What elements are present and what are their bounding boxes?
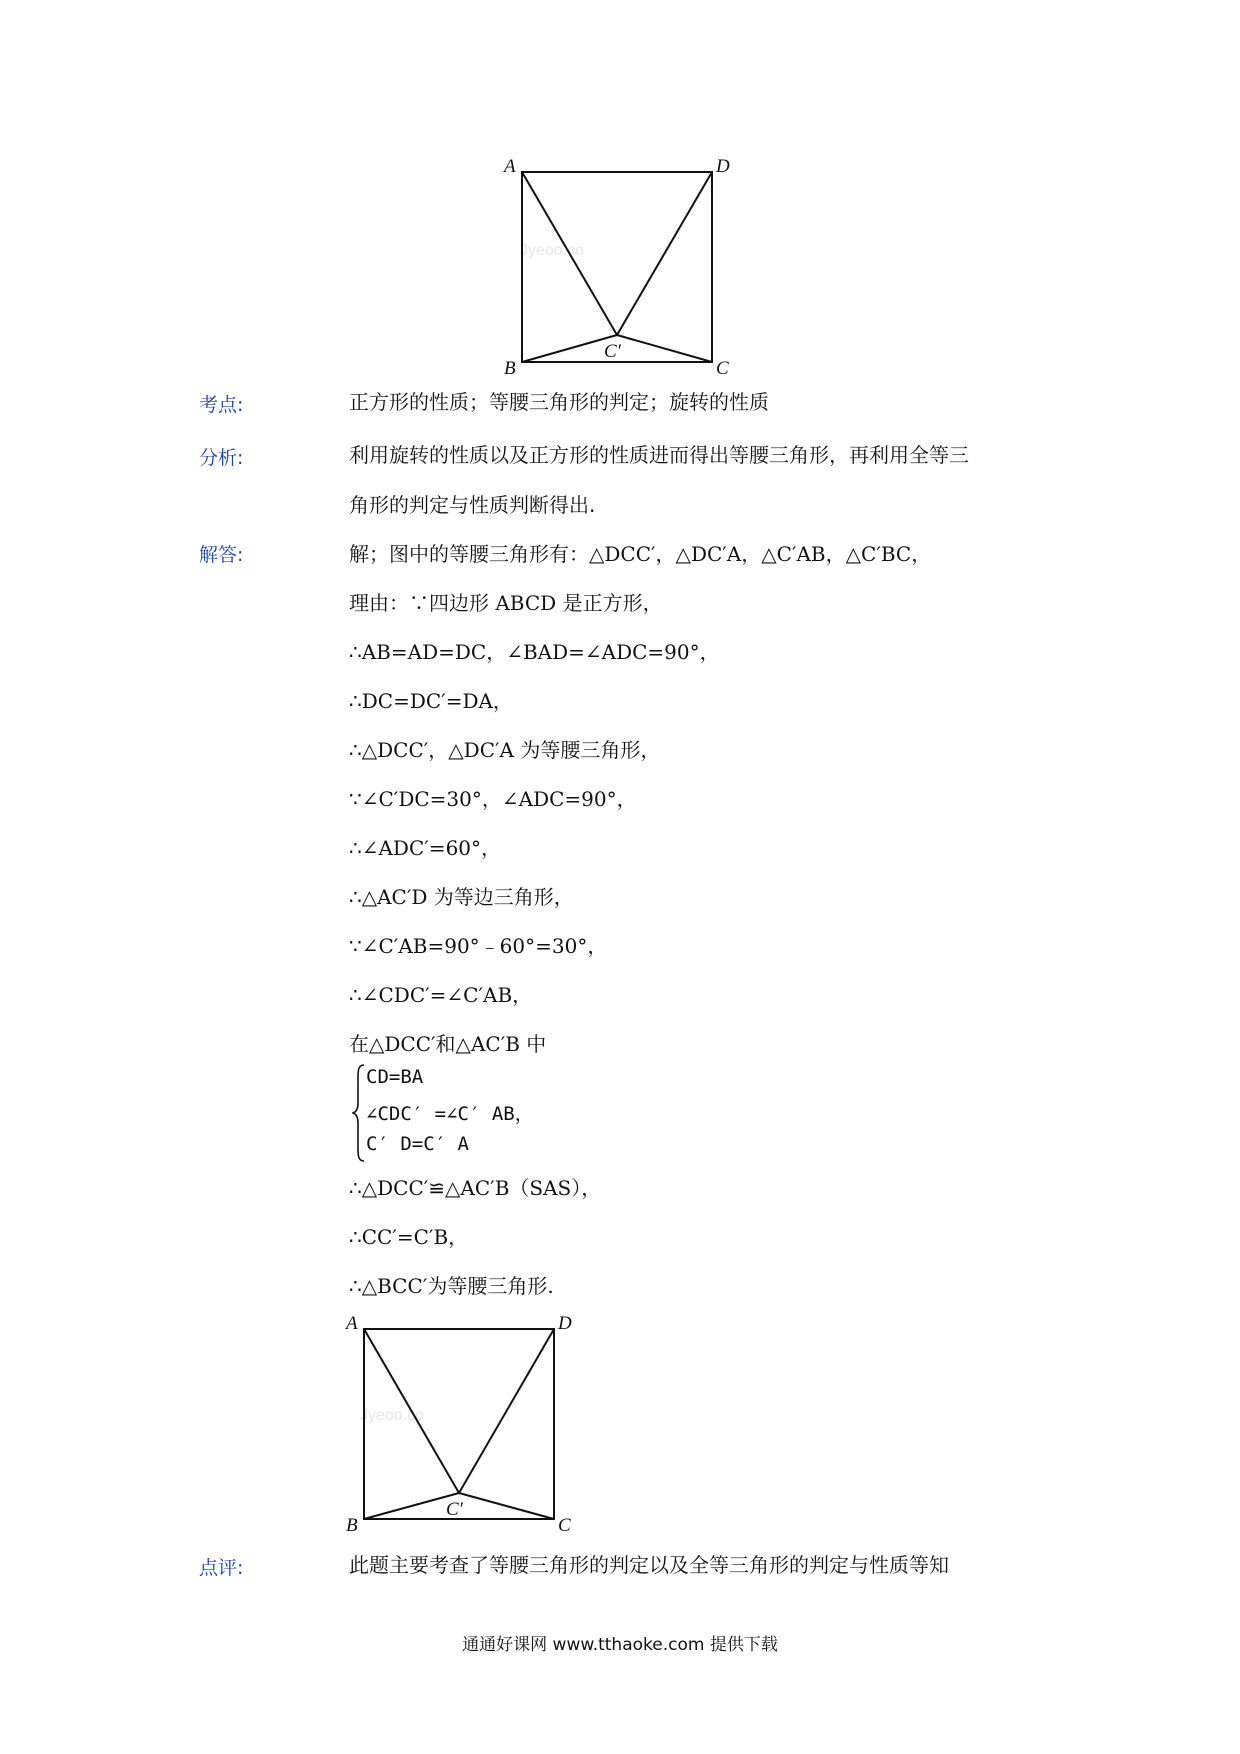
point-label-D: D xyxy=(558,1313,572,1334)
watermark: Jyeoo.co xyxy=(520,242,585,259)
kaodian-text: 正方形的性质；等腰三角形的判定；旋转的性质 xyxy=(349,390,769,414)
jieda-line-11: 在△DCC′和△AC′B 中 xyxy=(349,1032,547,1056)
jieda-line-4: ∴DC=DC′=DA， xyxy=(349,689,513,713)
jieda-line-1: 解；图中的等腰三角形有：△DCC′，△DC′A，△C′AB，△C′BC， xyxy=(349,542,932,566)
segment-DC-prime xyxy=(459,1329,554,1493)
square-outline xyxy=(364,1329,554,1519)
jieda-line-10: ∴∠CDC′=∠C′AB， xyxy=(349,983,533,1007)
system-line-2: ∠CDC′ =∠C′ AB， xyxy=(366,1103,534,1125)
jieda-after-1: ∴△DCC′≌△AC′B（SAS）， xyxy=(349,1176,602,1200)
system-line-1: CD=BA xyxy=(366,1066,424,1088)
point-label-C: C xyxy=(558,1515,571,1536)
jieda-line-2: 理由：∵四边形 ABCD 是正方形， xyxy=(349,591,663,615)
jieda-label: 解答: xyxy=(199,544,244,566)
square-diagram-bottom xyxy=(342,1307,582,1537)
footer-source: 通通好课网 www.tthaoke.com 提供下载 xyxy=(462,1635,778,1655)
jieda-after-2: ∴CC′=C′B， xyxy=(349,1225,469,1249)
point-label-B: B xyxy=(346,1515,358,1536)
dianping-text: 此题主要考查了等腰三角形的判定以及全等三角形的判定与性质等知 xyxy=(349,1553,949,1577)
jieda-line-8: ∴△AC′D 为等边三角形， xyxy=(349,885,574,909)
jieda-line-3: ∴AB=AD=DC，∠BAD=∠ADC=90°， xyxy=(349,640,720,664)
left-brace xyxy=(352,1063,366,1163)
square-diagram-top xyxy=(500,150,740,380)
point-label-C: C xyxy=(716,358,729,379)
point-label-A: A xyxy=(346,1313,358,1334)
kaodian-label: 考点: xyxy=(199,394,244,416)
segment-DC-prime xyxy=(617,172,712,335)
figure-square-top xyxy=(500,150,740,380)
dianping-label: 点评: xyxy=(199,1557,244,1579)
segment-CC-prime xyxy=(617,335,712,362)
jieda-after-3: ∴△BCC′为等腰三角形. xyxy=(349,1274,554,1298)
point-label-B: B xyxy=(504,358,516,379)
point-label-C-prime: C′ xyxy=(446,1499,463,1520)
point-label-A: A xyxy=(504,156,516,177)
point-label-D: D xyxy=(716,156,730,177)
watermark: Jyeoo.co xyxy=(360,1407,425,1424)
equation-system xyxy=(352,1063,652,1163)
jieda-line-7: ∴∠ADC′=60°， xyxy=(349,836,502,860)
figure-square-bottom xyxy=(342,1307,582,1537)
jieda-line-9: ∵∠C′AB=90°﹣60°=30°， xyxy=(349,934,608,958)
system-line-3: C′ D=C′ A xyxy=(366,1133,469,1155)
jieda-line-6: ∵∠C′DC=30°，∠ADC=90°， xyxy=(349,787,637,811)
fenxi-label: 分析: xyxy=(199,447,244,469)
point-label-C-prime: C′ xyxy=(604,341,621,362)
segment-BC-prime xyxy=(364,1493,459,1519)
fenxi-line-1: 利用旋转的性质以及正方形的性质进而得出等腰三角形，再利用全等三 xyxy=(349,443,969,467)
segment-BC-prime xyxy=(522,335,617,362)
jieda-line-5: ∴△DCC′，△DC′A 为等腰三角形， xyxy=(349,738,661,762)
segment-CC-prime xyxy=(459,1493,554,1519)
fenxi-line-2: 角形的判定与性质判断得出. xyxy=(349,493,596,517)
